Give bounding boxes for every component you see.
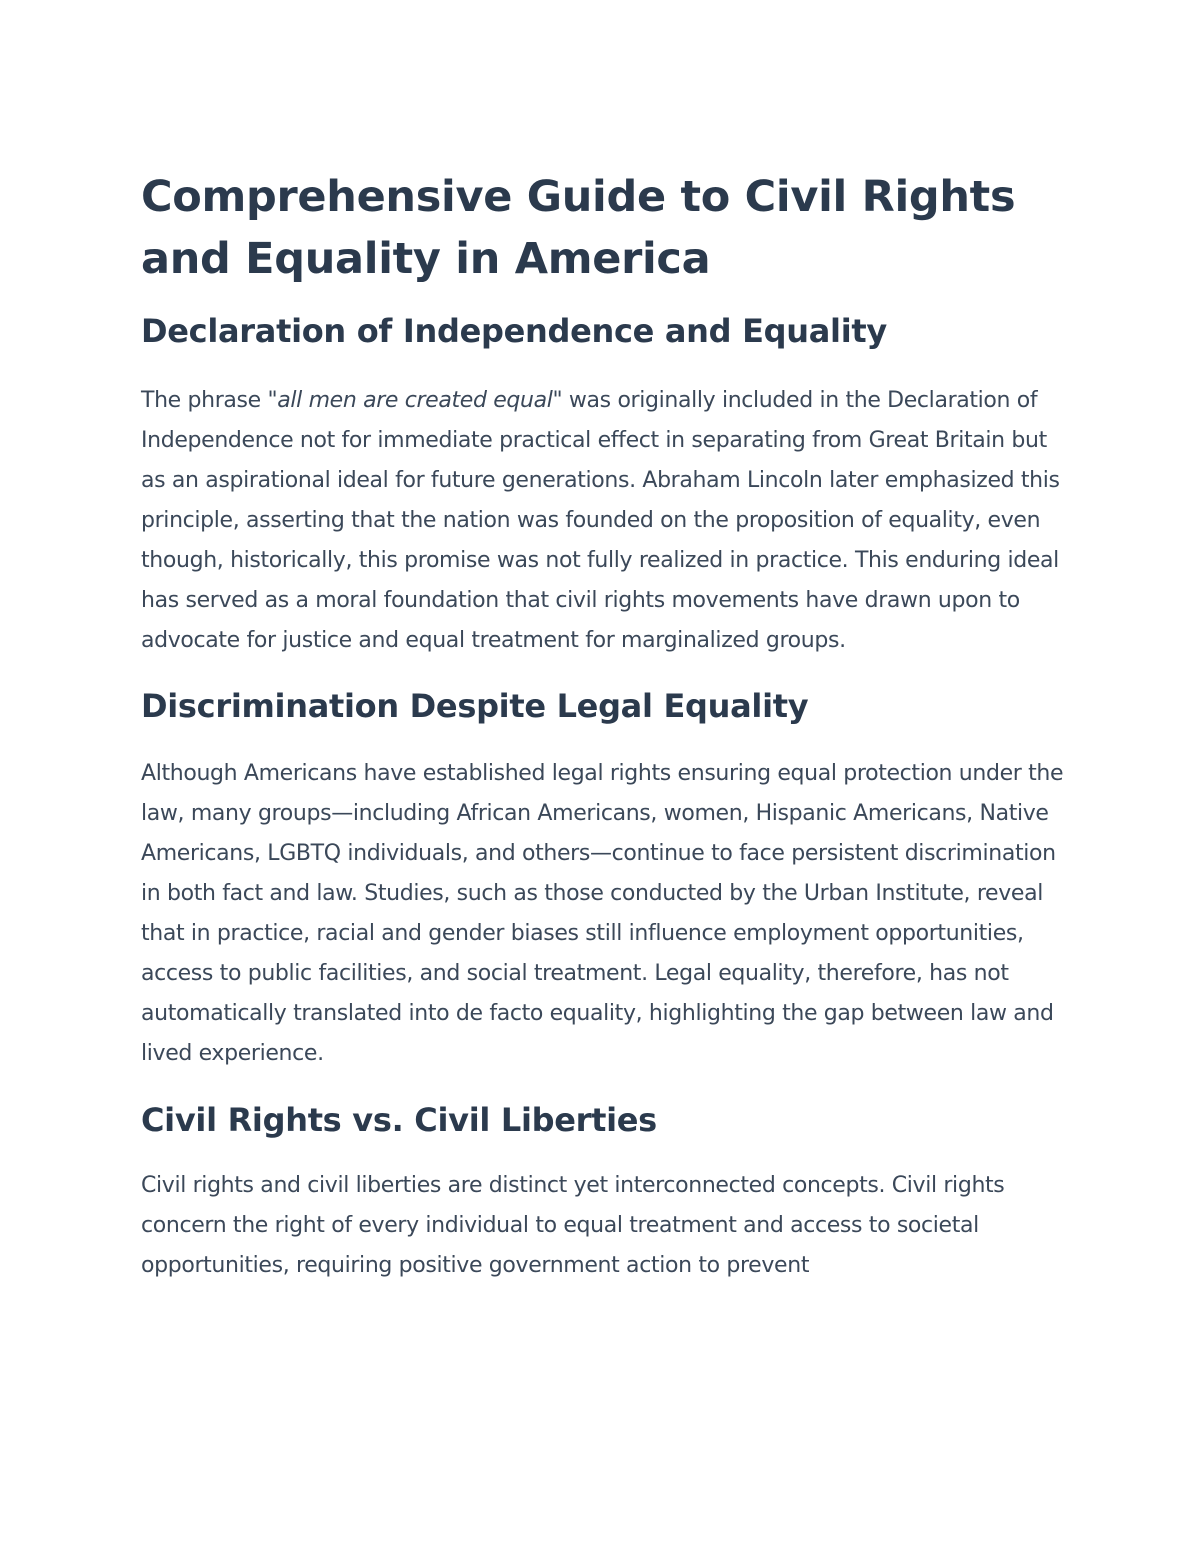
paragraph-text-after-quote: was originally included in the Declaration of Independence not for immediate practical effect in separating from Great Britain but as an aspirational ideal for future generations. Abraham Lincoln later emphasized this principle, asserting that the nation was founded on the proposition of equality, even though, historically, this promise was not fully realized in practice. This enduring ideal has served as a moral foundation that civil rights movements have drawn upon to advocate for justice and equal treatment for marginalized groups. <box>141 388 1060 653</box>
document-page <box>141 166 1066 1286</box>
section-paragraph-declaration <box>141 381 1066 661</box>
paragraph-text-before-quote: The phrase <box>141 388 268 413</box>
section-paragraph-discrimination: Although Americans have established legal rights ensuring equal protection under the law, many groups—including African Americans, women, Hispanic Americans, Native Americans, LGBTQ individuals, and others—continue to face persistent discrimination in both fact and law. Studies, such as those conducted by the Urban Institute, reveal that in practice, racial and gender biases still influence employment opportunities, access to public facilities, and social treatment. Legal equality, therefore, has not automatically translated into de facto equality, highlighting the gap between law and lived experience. <box>141 761 1064 1066</box>
section-heading-declaration: Declaration of Independence and Equality <box>141 312 887 350</box>
document-title: Comprehensive Guide to Civil Rights and Equality in America <box>141 172 1016 284</box>
quoted-phrase: "all men are created equal" <box>267 388 563 413</box>
section-heading-discrimination: Discrimination Despite Legal Equality <box>141 687 809 725</box>
section-paragraph-civil-rights-vs-liberties: Civil rights and civil liberties are distinct yet interconnected concepts. Civil rights concern the right of every individual to equal treatment and access to societal opportunities, requiring positive government action to prevent <box>141 1173 1005 1278</box>
section-heading-civil-rights-vs-liberties: Civil Rights vs. Civil Liberties <box>141 1101 657 1139</box>
